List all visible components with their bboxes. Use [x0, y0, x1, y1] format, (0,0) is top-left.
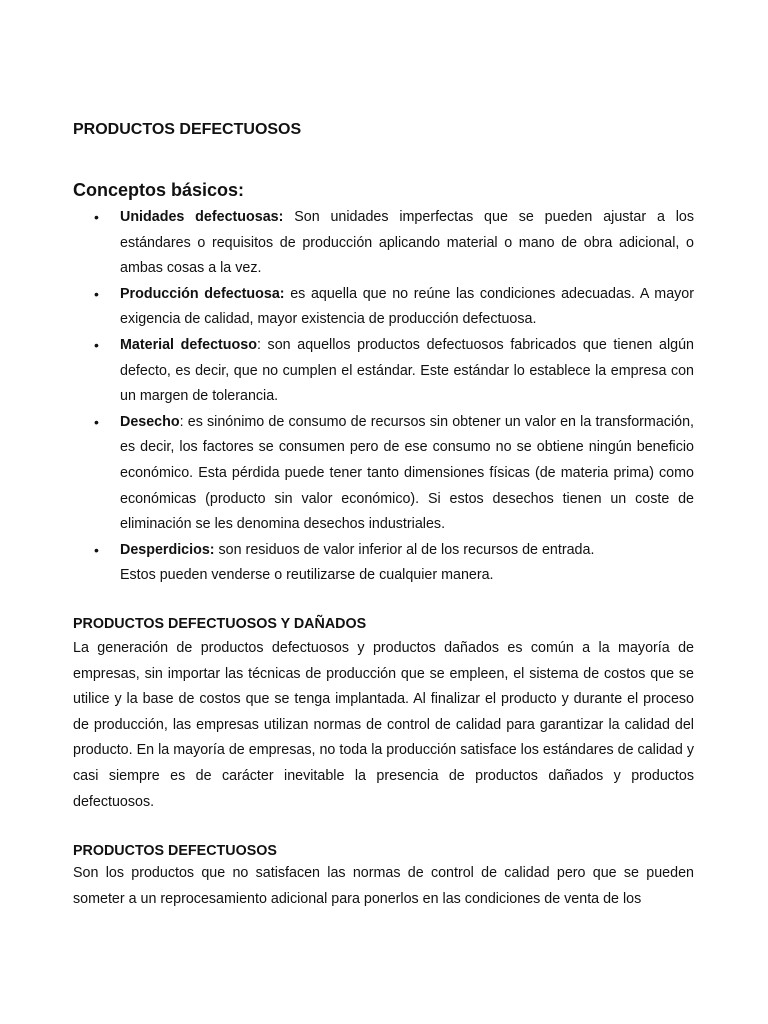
concept-list	[73, 205, 694, 589]
section-paragraph-defectuosos-danados: La generación de productos defectuosos y productos dañados es común a la mayoría de empresas, sin importar las técnicas de producción que se empleen, el sistema de costos que se utilice y la base de costos que se tenga implantada. Al finalizar el producto y durante el proceso de producción, las empresas utilizan normas de control de calidad para garantizar la calidad del producto. En la mayoría de empresas, no toda la producción satisface los estándares de calidad y casi siempre es de carácter inevitable la presencia de productos dañados y productos defectuosos.	[73, 640, 694, 810]
bullet-icon: •	[94, 541, 99, 558]
concept-text: : es sinónimo de consumo de recursos sin obtener un valor en la transformación, es decir, los factores se consumen pero de ese consumo no se obtiene ningún beneficio económico. Esta pérdida puede tener tanto dimensiones físicas (de materia prima) como económicas (producto sin valor económico). Si estos desechos tienen un coste de eliminación se les denomina desechos industriales.	[120, 413, 694, 533]
concept-text: : son aquellos productos defectuosos fabricados que tienen algún defecto, es decir, que no cumplen el estándar. Este estándar lo establece la empresa con un margen de tolerancia.	[120, 336, 694, 405]
section-heading-defectuosos: PRODUCTOS DEFECTUOSOS	[73, 843, 277, 859]
list-item	[73, 538, 694, 589]
list-item	[73, 410, 694, 538]
concept-extra-line: Estos pueden venderse o reutilizarse de cualquier manera.	[120, 567, 494, 584]
list-item	[73, 333, 694, 410]
bullet-icon: •	[94, 285, 99, 302]
bullet-icon: •	[94, 413, 99, 430]
concept-term: Desperdicios:	[120, 541, 215, 558]
bullet-icon: •	[94, 209, 99, 225]
list-item	[73, 282, 694, 333]
concept-term: Unidades defectuosas:	[120, 209, 284, 225]
document-title: PRODUCTOS DEFECTUOSOS	[73, 121, 302, 138]
concepts-heading: Conceptos básicos:	[73, 180, 245, 200]
concept-text: es aquella que no reúne las condiciones adecuadas. A mayor exigencia de calidad, mayor existencia de producción defectuosa.	[120, 285, 695, 328]
bullet-icon: •	[94, 336, 99, 353]
concept-term: Material defectuoso	[120, 336, 257, 353]
section-paragraph-defectuosos: Son los productos que no satisfacen las normas de control de calidad pero que se pueden someter a un reprocesamiento adicional para ponerlos en las condiciones de venta de los	[73, 865, 694, 907]
document-page	[73, 119, 695, 907]
concept-text: Son unidades imperfectas que se pueden ajustar a los estándares o requisitos de producción aplicando material o mano de obra adicional, o ambas cosas a la vez.	[120, 209, 694, 277]
concept-term: Desecho	[120, 413, 180, 430]
list-item	[73, 205, 694, 282]
concept-term: Producción defectuosa:	[120, 285, 285, 302]
concept-text: son residuos de valor inferior al de los recursos de entrada.	[214, 541, 595, 558]
section-heading-defectuosos-danados: PRODUCTOS DEFECTUOSOS Y DAÑADOS	[73, 616, 367, 632]
